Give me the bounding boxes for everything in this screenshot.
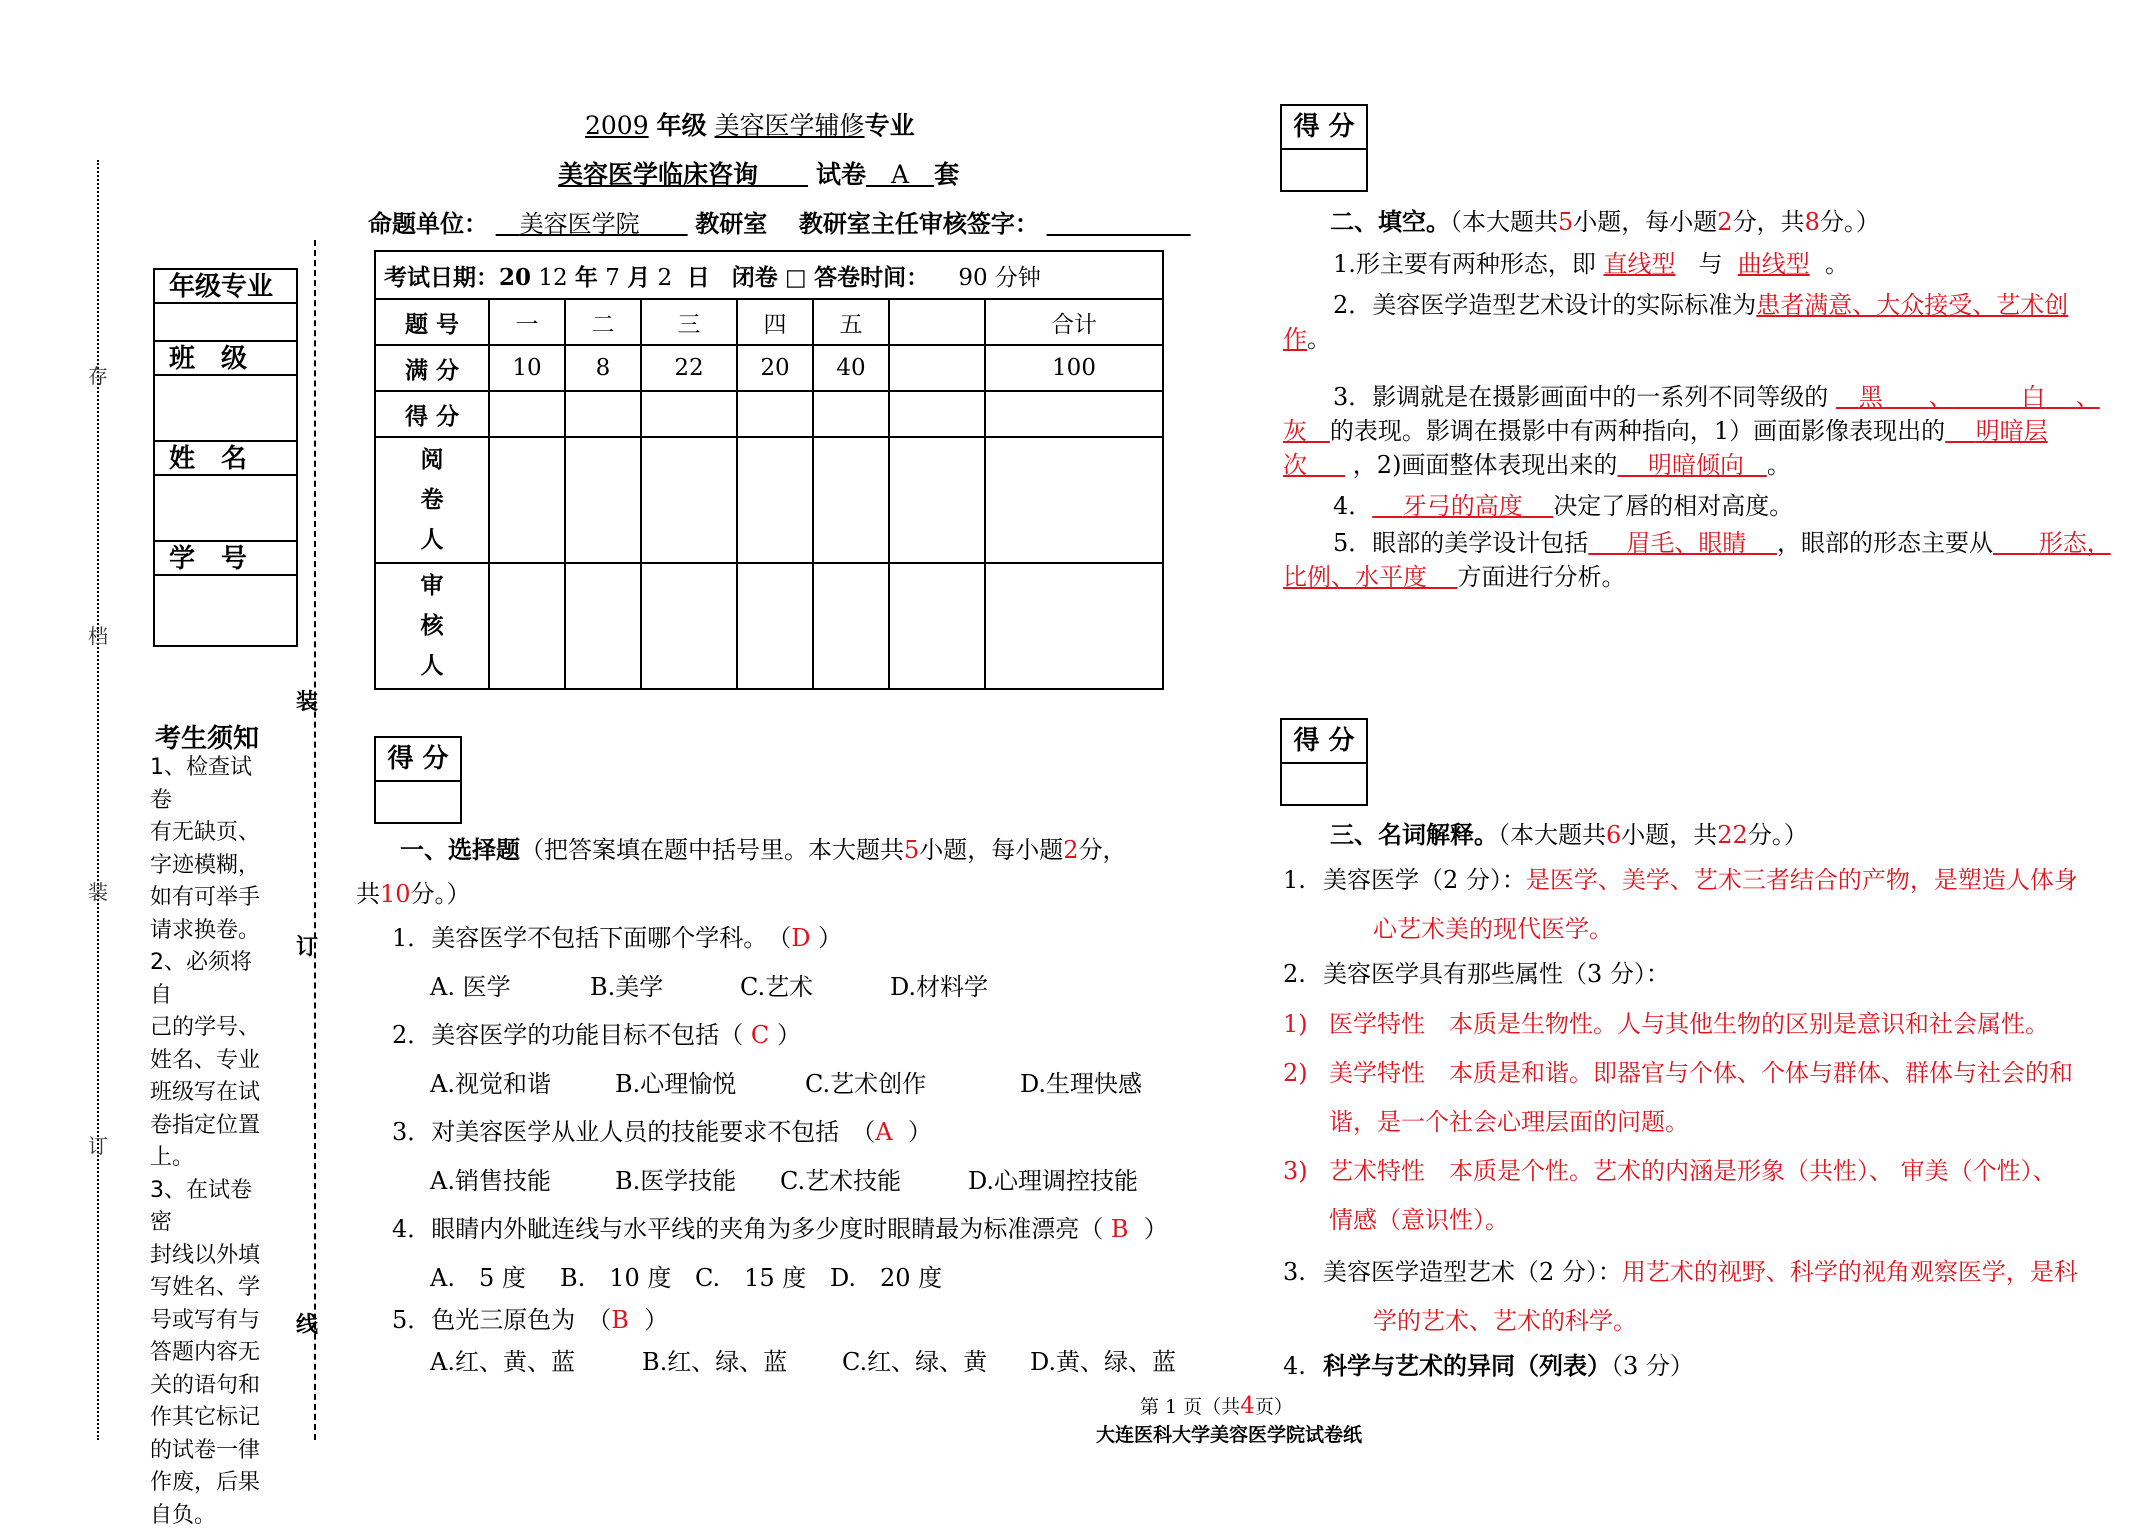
score-box-section3 <box>1280 718 1368 806</box>
section1-header-2 <box>356 874 471 909</box>
notice-line: 关的语句和 <box>150 1370 270 1403</box>
checker-field[interactable] <box>641 563 737 689</box>
label-grade-major: 年级专业 <box>155 270 296 304</box>
answer[interactable]: B <box>1111 1215 1129 1243</box>
paren: ） <box>777 1021 801 1049</box>
label-student-id: 学 号 <box>155 542 296 576</box>
term-num: 2. <box>1283 960 1323 988</box>
checker-field[interactable] <box>985 563 1163 689</box>
header-line1 <box>585 106 915 142</box>
notice-line: 封线以外填 <box>150 1240 270 1273</box>
page-text: 第 1 页（共 <box>1140 1396 1240 1418</box>
head-cell: 二 <box>565 299 641 345</box>
page-number <box>1140 1392 1293 1419</box>
section3-total: 22 <box>1717 821 1748 849</box>
got-label: 得 分 <box>375 391 489 437</box>
fill-q2 <box>1283 288 2103 356</box>
section1-title: 一、选择题 <box>400 835 520 864</box>
fill-text: 决定了唇的相对高度。 <box>1553 492 1793 520</box>
option[interactable]: B.医学技能 <box>615 1161 780 1196</box>
section3-desc: （本大题共 <box>1498 821 1606 849</box>
major-suffix: 专业 <box>865 111 915 140</box>
item-text: 美学特性 本质是和谐。即器官与个体、个体与群体、群体与社会的和 <box>1329 1059 2073 1087</box>
section2-desc: 分，共 <box>1733 208 1805 236</box>
unit-label: 命题单位： <box>368 209 488 238</box>
notice-line: 作废，后果 <box>150 1467 270 1500</box>
notice-line: 写姓名、学 <box>150 1272 270 1305</box>
option[interactable]: A.销售技能 <box>430 1161 615 1196</box>
score-box-section2 <box>1280 104 1368 192</box>
term-num: 4. <box>1283 1352 1323 1380</box>
fill-text: 与 <box>1698 250 1722 278</box>
term-answer: 是医学、美学、艺术三者结合的产物，是塑造人体身 <box>1526 866 2078 894</box>
option[interactable]: C.艺术技能 <box>780 1161 968 1196</box>
head-cell: 四 <box>737 299 813 345</box>
q3-options <box>430 1161 1138 1196</box>
option[interactable]: D.材料学 <box>890 973 988 1001</box>
major: 美容医学辅修 <box>715 111 865 140</box>
unit: 美容医学院 <box>520 210 640 238</box>
paren: ） <box>908 1118 932 1146</box>
score-box-field[interactable] <box>1282 150 1366 190</box>
section1-count: 5 <box>904 836 919 864</box>
head-cell <box>889 299 985 345</box>
field-grade-major[interactable] <box>155 304 296 342</box>
term-title: 美容医学具有那些属性（3 分）： <box>1323 960 1670 988</box>
fill-text: 1.形主要有两种形态，即 <box>1333 250 1596 278</box>
paren: ） <box>644 1306 668 1334</box>
bind-char-xian: 线 <box>296 1308 318 1339</box>
notice-line: 姓名、专业 <box>150 1045 270 1078</box>
option[interactable]: D.黄、绿、蓝 <box>1030 1348 1176 1376</box>
score-box-field[interactable] <box>376 782 460 822</box>
option[interactable]: A. 医学 <box>430 967 590 1002</box>
term-4 <box>1283 1346 1694 1381</box>
question-text: 4．眼睛内外眦连线与水平线的夹角为多少度时眼睛最为标准漂亮（ <box>392 1215 1103 1243</box>
section2-desc: 分。） <box>1820 208 1880 236</box>
answer[interactable]: B <box>611 1306 629 1334</box>
head-cell: 合计 <box>985 299 1163 345</box>
notice-title: 考生须知 <box>155 718 259 755</box>
option[interactable]: C.红、绿、黄 <box>842 1342 1030 1377</box>
full-cell: 8 <box>565 345 641 391</box>
section2-count: 5 <box>1558 208 1573 236</box>
score-table <box>374 250 1164 690</box>
score-box-field[interactable] <box>1282 764 1366 804</box>
section1-total: 10 <box>380 880 411 908</box>
fill-q1 <box>1333 244 1849 279</box>
fill-answer[interactable]: 比例、水平度 <box>1283 563 1427 591</box>
option[interactable]: B.心理愉悦 <box>615 1064 805 1099</box>
checker-field[interactable] <box>889 563 985 689</box>
field-student-id[interactable] <box>155 576 296 641</box>
fill-q3 <box>1283 380 2103 482</box>
fill-text: 3．影调就是在摄影画面中的一系列不同等级的 <box>1333 383 1828 411</box>
fill-sep: 、 <box>1929 383 1953 411</box>
notice-line: 3、在试卷密 <box>150 1175 270 1240</box>
option[interactable]: D.生理快感 <box>1020 1070 1142 1098</box>
checker-row <box>375 563 1163 689</box>
director-sign-label: 教研室主任审核签字： <box>799 209 1039 238</box>
option[interactable]: B.美学 <box>590 967 740 1002</box>
option[interactable]: B. 10 度 <box>560 1258 695 1293</box>
section3-count: 6 <box>1606 821 1621 849</box>
office-label: 教研室 <box>695 209 767 238</box>
question-text: 3．对美容医学从业人员的技能要求不包括 （ <box>392 1118 875 1146</box>
month-char: 月 <box>627 264 650 291</box>
set-suffix: 套 <box>934 160 959 189</box>
section3-title: 三、名词解释。 <box>1330 820 1498 849</box>
q4-options <box>430 1258 942 1293</box>
score-box-label: 得 分 <box>1282 106 1366 150</box>
term-points: （3 分） <box>1611 1352 1694 1380</box>
section1-desc: 分。） <box>411 880 471 908</box>
q2 <box>392 1015 801 1050</box>
year-suffix: 12 <box>538 265 567 291</box>
fill-answer[interactable]: 明暗倾向 <box>1648 451 1744 479</box>
notice-line: 班级写在试 <box>150 1077 270 1110</box>
bind-char-zhuang: 装 <box>296 685 318 716</box>
reviewer-field[interactable] <box>565 437 641 563</box>
term-answer: 学的艺术、艺术的科学。 <box>1283 1297 2123 1346</box>
section2-title: 二、填空。 <box>1330 207 1450 236</box>
notice-line: 号或写有与 <box>150 1305 270 1338</box>
item-num: 2) <box>1283 1049 1329 1098</box>
notice-line: 有无缺页、 <box>150 817 270 850</box>
section1-header <box>400 830 1127 865</box>
exam-label: 试卷 <box>816 160 866 189</box>
head-cell: 五 <box>813 299 889 345</box>
section2-header <box>1330 202 1880 237</box>
edge-char-dang: 档 <box>88 620 108 649</box>
fill-text: 的表现。影调在摄影中有两种指向，1）画面影像表现出的 <box>1330 417 1945 445</box>
fill-answer[interactable]: 直线型 <box>1604 250 1676 278</box>
fill-answer[interactable]: 灰 <box>1283 417 1307 445</box>
section1-desc: 共 <box>356 880 380 908</box>
fill-text: ，眼部的形态主要从 <box>1777 529 1993 557</box>
section2-total: 8 <box>1805 208 1820 236</box>
full-cell <box>889 345 985 391</box>
head-cell: 三 <box>641 299 737 345</box>
exam-time: 90 分钟 <box>958 265 1041 291</box>
fill-answer[interactable]: 曲线型 <box>1738 250 1810 278</box>
term-num: 3. <box>1283 1248 1323 1297</box>
item-text: 情感（意识性）。 <box>1283 1196 2123 1245</box>
section1-each: 2 <box>1063 836 1078 864</box>
option[interactable]: C.艺术创作 <box>805 1064 1020 1099</box>
reviewer-row <box>375 437 1163 563</box>
q5-options <box>430 1342 1176 1377</box>
term-answer: 用艺术的视野、科学的视角观察医学，是科 <box>1622 1258 2078 1286</box>
option[interactable]: D. 20 度 <box>830 1264 942 1292</box>
term-title: 科学与艺术的异同（列表） <box>1323 1351 1611 1380</box>
score-field[interactable] <box>641 391 737 437</box>
score-field[interactable] <box>565 391 641 437</box>
edge-char-zhuang: 装 <box>88 876 108 905</box>
item-text: 谐，是一个社会心理层面的问题。 <box>1283 1098 2123 1147</box>
score-field[interactable] <box>889 391 985 437</box>
reviewer-field[interactable] <box>889 437 985 563</box>
label-class: 班 级 <box>155 342 296 376</box>
notice-line: 请求换卷。 <box>150 915 270 948</box>
year-prefix: 20 <box>499 264 531 291</box>
reviewer-field[interactable] <box>737 437 813 563</box>
term-1 <box>1283 856 2123 954</box>
score-box-label: 得 分 <box>376 738 460 782</box>
score-box-section1 <box>374 736 462 824</box>
notice-line: 答题内容无 <box>150 1337 270 1370</box>
full-cell: 100 <box>985 345 1163 391</box>
term-2 <box>1283 954 1670 989</box>
term-num: 1. <box>1283 856 1323 905</box>
reviewer-char: 人 <box>376 520 488 560</box>
page-total: 4 <box>1240 1393 1255 1419</box>
item-text: 医学特性 本质是生物性。人与其他生物的区别是意识和社会属性。 <box>1329 1010 2049 1038</box>
reviewer-field[interactable] <box>813 437 889 563</box>
day: 2 <box>658 265 673 291</box>
checker-char: 人 <box>376 646 488 686</box>
fill-text: 5．眼部的美学设计包括 <box>1333 529 1588 557</box>
school-footer: 大连医科大学美容医学院试卷纸 <box>1096 1420 1362 1447</box>
notice-line: 2、必须将自 <box>150 947 270 1012</box>
section1-desc: （把答案填在题中括号里。本大题共 <box>520 836 904 864</box>
field-name[interactable] <box>155 476 296 542</box>
fill-text: 。 <box>1767 451 1791 479</box>
full-cell: 40 <box>813 345 889 391</box>
seal-dotted-line <box>97 160 99 1440</box>
notice-text <box>150 752 270 1532</box>
checker-char: 审 <box>376 566 488 606</box>
head-cell: 题 号 <box>375 299 489 345</box>
score-field[interactable] <box>813 391 889 437</box>
section2-desc: （本大题共 <box>1450 208 1558 236</box>
notice-line: 上。 <box>150 1142 270 1175</box>
score-field[interactable] <box>489 391 565 437</box>
option[interactable]: C.艺术 <box>740 967 890 1002</box>
fill-answer[interactable]: 黑 <box>1859 383 1883 411</box>
year-char: 年 <box>575 264 598 291</box>
option[interactable]: A.视觉和谐 <box>430 1064 615 1099</box>
checker-field[interactable] <box>813 563 889 689</box>
closed-book: 闭卷 <box>732 264 778 291</box>
grade-label: 年级 <box>657 111 707 140</box>
q1 <box>392 918 842 953</box>
section3-desc: 小题，共 <box>1621 821 1717 849</box>
option[interactable]: A.红、黄、蓝 <box>430 1342 642 1377</box>
answer[interactable]: A <box>875 1118 892 1146</box>
fill-answer[interactable]: 眉毛、眼睛 <box>1626 529 1746 557</box>
q4 <box>392 1209 1168 1244</box>
item-num: 1) <box>1283 1000 1329 1049</box>
full-cell: 满 分 <box>375 345 489 391</box>
score-head-row <box>375 299 1163 345</box>
fill-answer[interactable]: 白 <box>2021 383 2045 411</box>
section3-header <box>1330 815 1808 850</box>
notice-line: 的试卷一律 <box>150 1435 270 1468</box>
notice-line: 1、检查试卷 <box>150 752 270 817</box>
fill-answer[interactable]: 作 <box>1283 325 1307 353</box>
fill-text: 2．美容医学造型艺术设计的实际标准为 <box>1333 291 1756 319</box>
reviewer-field[interactable] <box>489 437 565 563</box>
fill-answer[interactable]: 次 <box>1283 451 1307 479</box>
checker-field[interactable] <box>737 563 813 689</box>
option[interactable]: C. 15 度 <box>695 1258 830 1293</box>
year: 2009 <box>585 111 649 140</box>
edge-char-ding: 订 <box>88 1130 108 1159</box>
checker-field[interactable] <box>565 563 641 689</box>
item-num: 3) <box>1283 1147 1329 1196</box>
term-title: 美容医学（2 分）： <box>1323 866 1526 894</box>
score-field[interactable] <box>985 391 1163 437</box>
header-line2 <box>558 155 959 191</box>
reviewer-char: 阅 <box>376 440 488 480</box>
fill-text: ，2)画面整体表现出来的 <box>1353 451 1618 479</box>
full-score-row <box>375 345 1163 391</box>
fill-text: 方面进行分析。 <box>1458 563 1626 591</box>
fill-answer[interactable]: 明暗层 <box>1976 417 2048 445</box>
section2-desc: 小题，每小题 <box>1573 208 1717 236</box>
reviewer-label <box>375 437 489 563</box>
question-text: 2．美容医学的功能目标不包括（ <box>392 1021 743 1049</box>
fill-sep: 、 <box>2076 383 2100 411</box>
fill-answer[interactable]: 患者满意、大众接受、艺术创 <box>1756 291 2068 319</box>
option[interactable]: D.心理调控技能 <box>968 1167 1138 1195</box>
checker-label <box>375 563 489 689</box>
field-class[interactable] <box>155 376 296 442</box>
q2-options <box>430 1064 1142 1099</box>
edge-char-cun: 存 <box>88 360 108 389</box>
answer[interactable]: C <box>751 1021 769 1049</box>
fill-text: 4． <box>1333 492 1372 520</box>
section2-each: 2 <box>1717 208 1732 236</box>
term-title: 美容医学造型艺术（2 分）： <box>1323 1258 1622 1286</box>
label-name: 姓 名 <box>155 442 296 476</box>
notice-line: 字迹模糊， <box>150 850 270 883</box>
full-cell: 10 <box>489 345 565 391</box>
student-info-box <box>153 268 298 647</box>
got-score-row <box>375 391 1163 437</box>
section1-desc: 分， <box>1079 836 1127 864</box>
item-text: 艺术特性 本质是个性。艺术的内涵是形象（共性）、 审美（个性）、 <box>1329 1157 2057 1185</box>
course-title: 美容医学临床咨询 <box>558 160 758 189</box>
reviewer-field[interactable] <box>985 437 1163 563</box>
reviewer-field[interactable] <box>641 437 737 563</box>
exam-set: A <box>891 160 909 189</box>
question-text: 5．色光三原色为 （ <box>392 1306 611 1334</box>
closed-book-checkbox[interactable]: □ <box>785 265 807 291</box>
fill-answer[interactable]: 牙弓的高度 <box>1403 492 1523 520</box>
fill-q5 <box>1283 526 2103 594</box>
score-box-label: 得 分 <box>1282 720 1366 764</box>
director-sign-field[interactable] <box>1047 210 1191 238</box>
checker-field[interactable] <box>489 563 565 689</box>
fill-text: 。 <box>1307 325 1331 353</box>
fill-q4 <box>1333 486 1793 521</box>
paren: ） <box>1144 1215 1168 1243</box>
page-text: 页） <box>1255 1396 1293 1418</box>
question-text: 1．美容医学不包括下面哪个学科。 （ <box>392 924 791 952</box>
option[interactable]: A. 5 度 <box>430 1258 560 1293</box>
answer[interactable]: D <box>791 924 810 952</box>
notice-line: 己的学号、 <box>150 1012 270 1045</box>
q3 <box>392 1112 932 1147</box>
term-2-items <box>1283 1000 2123 1245</box>
month: 7 <box>605 265 620 291</box>
section3-desc: 分。） <box>1748 821 1808 849</box>
checker-char: 核 <box>376 606 488 646</box>
binding-dashed-line <box>314 240 316 1440</box>
header-line3 <box>368 204 1191 239</box>
reviewer-char: 卷 <box>376 480 488 520</box>
notice-line: 自负。 <box>150 1500 270 1532</box>
term-3 <box>1283 1248 2123 1346</box>
notice-line: 如有可举手 <box>150 882 270 915</box>
notice-line: 作其它标记 <box>150 1402 270 1435</box>
score-field[interactable] <box>737 391 813 437</box>
q5 <box>392 1300 668 1335</box>
date-label: 考试日期： <box>384 264 499 291</box>
time-label: 答卷时间： <box>814 264 929 291</box>
option[interactable]: B.红、绿、蓝 <box>642 1342 842 1377</box>
term-answer: 心艺术美的现代医学。 <box>1283 905 2123 954</box>
head-cell: 一 <box>489 299 565 345</box>
day-char: 日 <box>687 264 710 291</box>
paren: ） <box>818 924 842 952</box>
exam-info-row <box>375 251 1163 299</box>
bind-char-ding: 订 <box>296 930 318 961</box>
full-cell: 20 <box>737 345 813 391</box>
notice-line: 卷指定位置 <box>150 1110 270 1143</box>
full-cell: 22 <box>641 345 737 391</box>
fill-text: 。 <box>1825 250 1849 278</box>
section1-desc: 小题，每小题 <box>919 836 1063 864</box>
fill-answer[interactable]: 形态， <box>2039 529 2111 557</box>
q1-options <box>430 967 988 1002</box>
